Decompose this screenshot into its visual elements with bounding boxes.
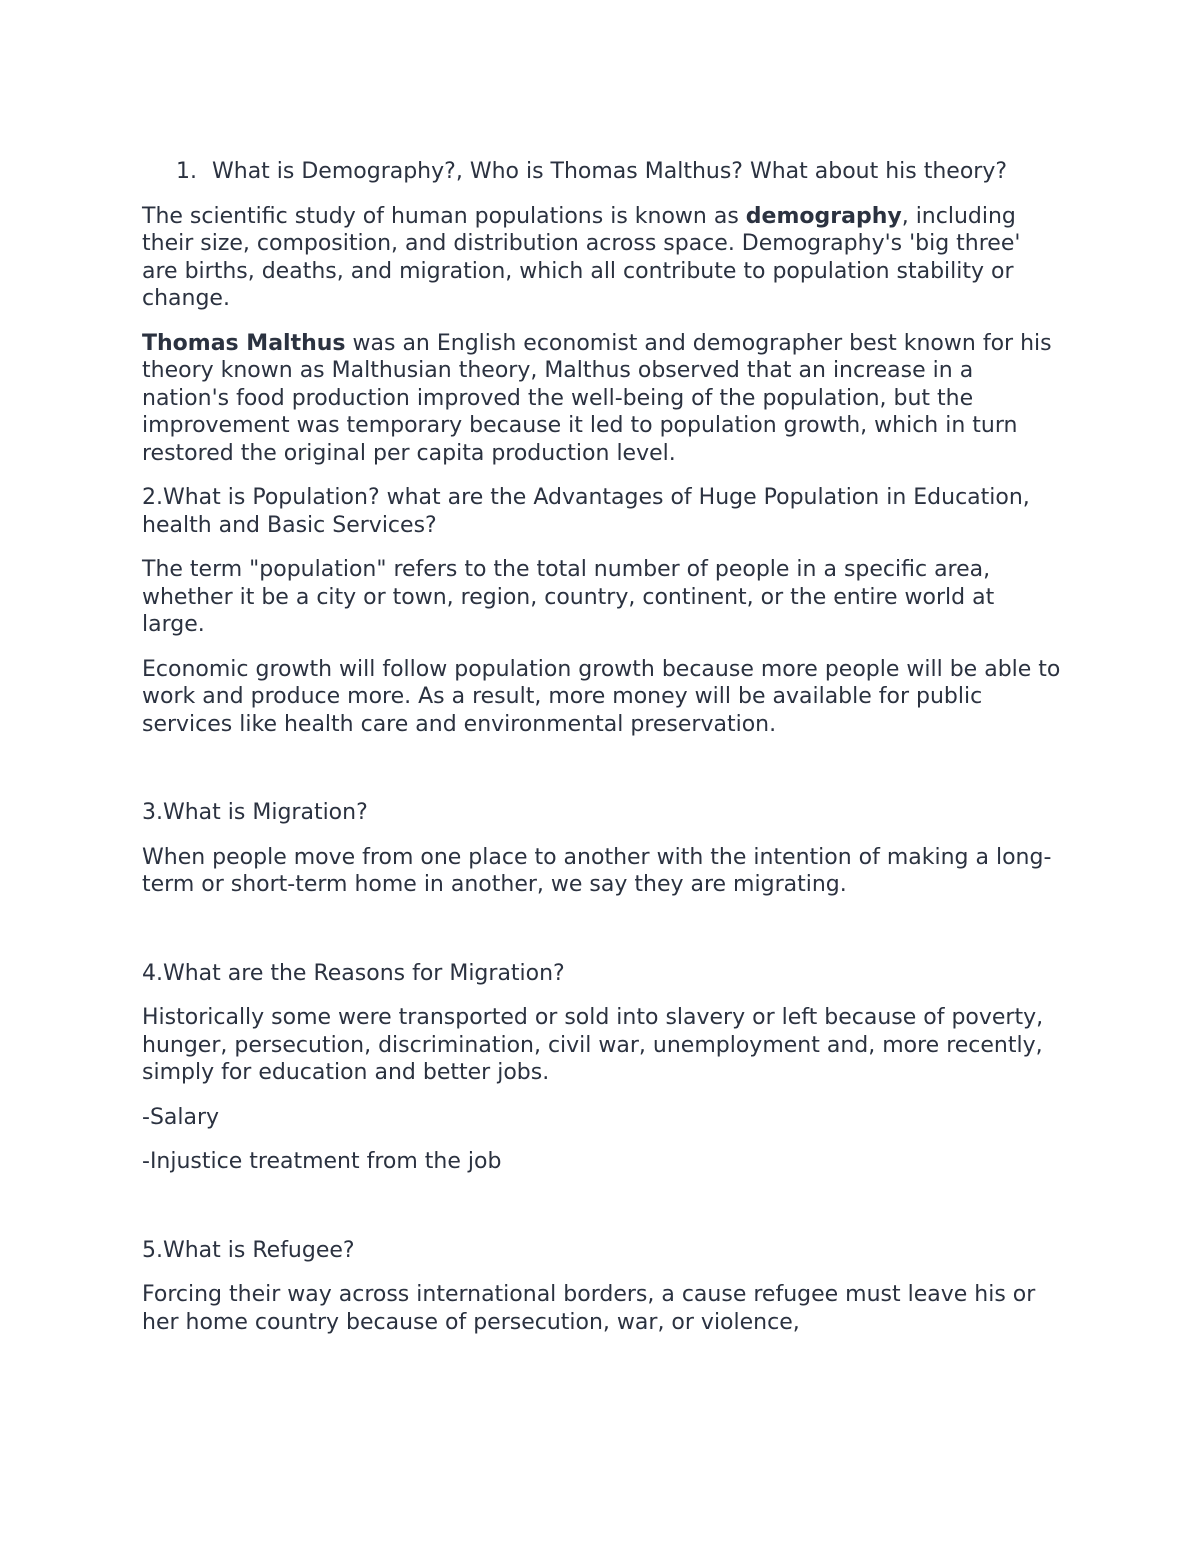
demography-text-before: The scientific study of human populations is known as — [142, 203, 746, 229]
malthus-name: Thomas Malthus — [142, 330, 346, 356]
demography-text-after: , including their size, composition, and distribution across space. Demography's 'big three' are births, deaths, and migration, which all contribute to population stability or change. — [142, 203, 1021, 311]
spacer — [142, 916, 1062, 960]
malthus-paragraph — [142, 330, 1062, 468]
spacer — [142, 1193, 1062, 1237]
question-3: 3.What is Migration? — [142, 800, 368, 825]
question-2: 2.What is Population? what are the Advantages of Huge Population in Education, health and Basic Services? — [142, 485, 1030, 538]
question-5: 5.What is Refugee? — [142, 1237, 355, 1263]
refugee-definition: Forcing their way across international borders, a cause refugee must leave his or her home country because of persecution, war, or violence, — [142, 1282, 1036, 1335]
reason-item-injustice: -Injustice treatment from the job — [142, 1149, 502, 1174]
question-1 — [142, 158, 1062, 186]
demography-term: demography — [745, 203, 902, 229]
spacer — [142, 755, 1062, 799]
population-advantages: Economic growth will follow population growth because more people will be able to work and produce more. As a result, more money will be available for public services like health care and environmental preservation. — [142, 656, 1061, 737]
question-4: 4.What are the Reasons for Migration? — [142, 960, 565, 986]
population-definition: The term "population" refers to the total number of people in a specific area, whether it be a city or town, region, country, continent, or the entire world at large. — [142, 557, 995, 637]
reason-item-salary: -Salary — [142, 1104, 220, 1130]
demography-paragraph — [142, 203, 1062, 313]
question-1-text: What is Demography?, Who is Thomas Malthus? What about his theory? — [212, 159, 1008, 184]
malthus-text: was an English economist and demographer best known for his theory known as Malthusian theory, Malthus observed that an increase in a nation's food production improved the well-being of the population, but the improvement was temporary because it led to population growth, which in turn restored the original per capita production level. — [142, 330, 1052, 466]
migration-definition: When people move from one place to another with the intention of making a long-term or short-term home in another, we say they are migrating. — [142, 844, 1052, 897]
document-body — [142, 158, 1062, 1353]
migration-reasons: Historically some were transported or sold into slavery or left because of poverty, hunger, persecution, discrimination, civil war, unemployment and, more recently, simply for education and better jobs. — [142, 1005, 1044, 1085]
question-1-number: 1. — [176, 159, 197, 184]
